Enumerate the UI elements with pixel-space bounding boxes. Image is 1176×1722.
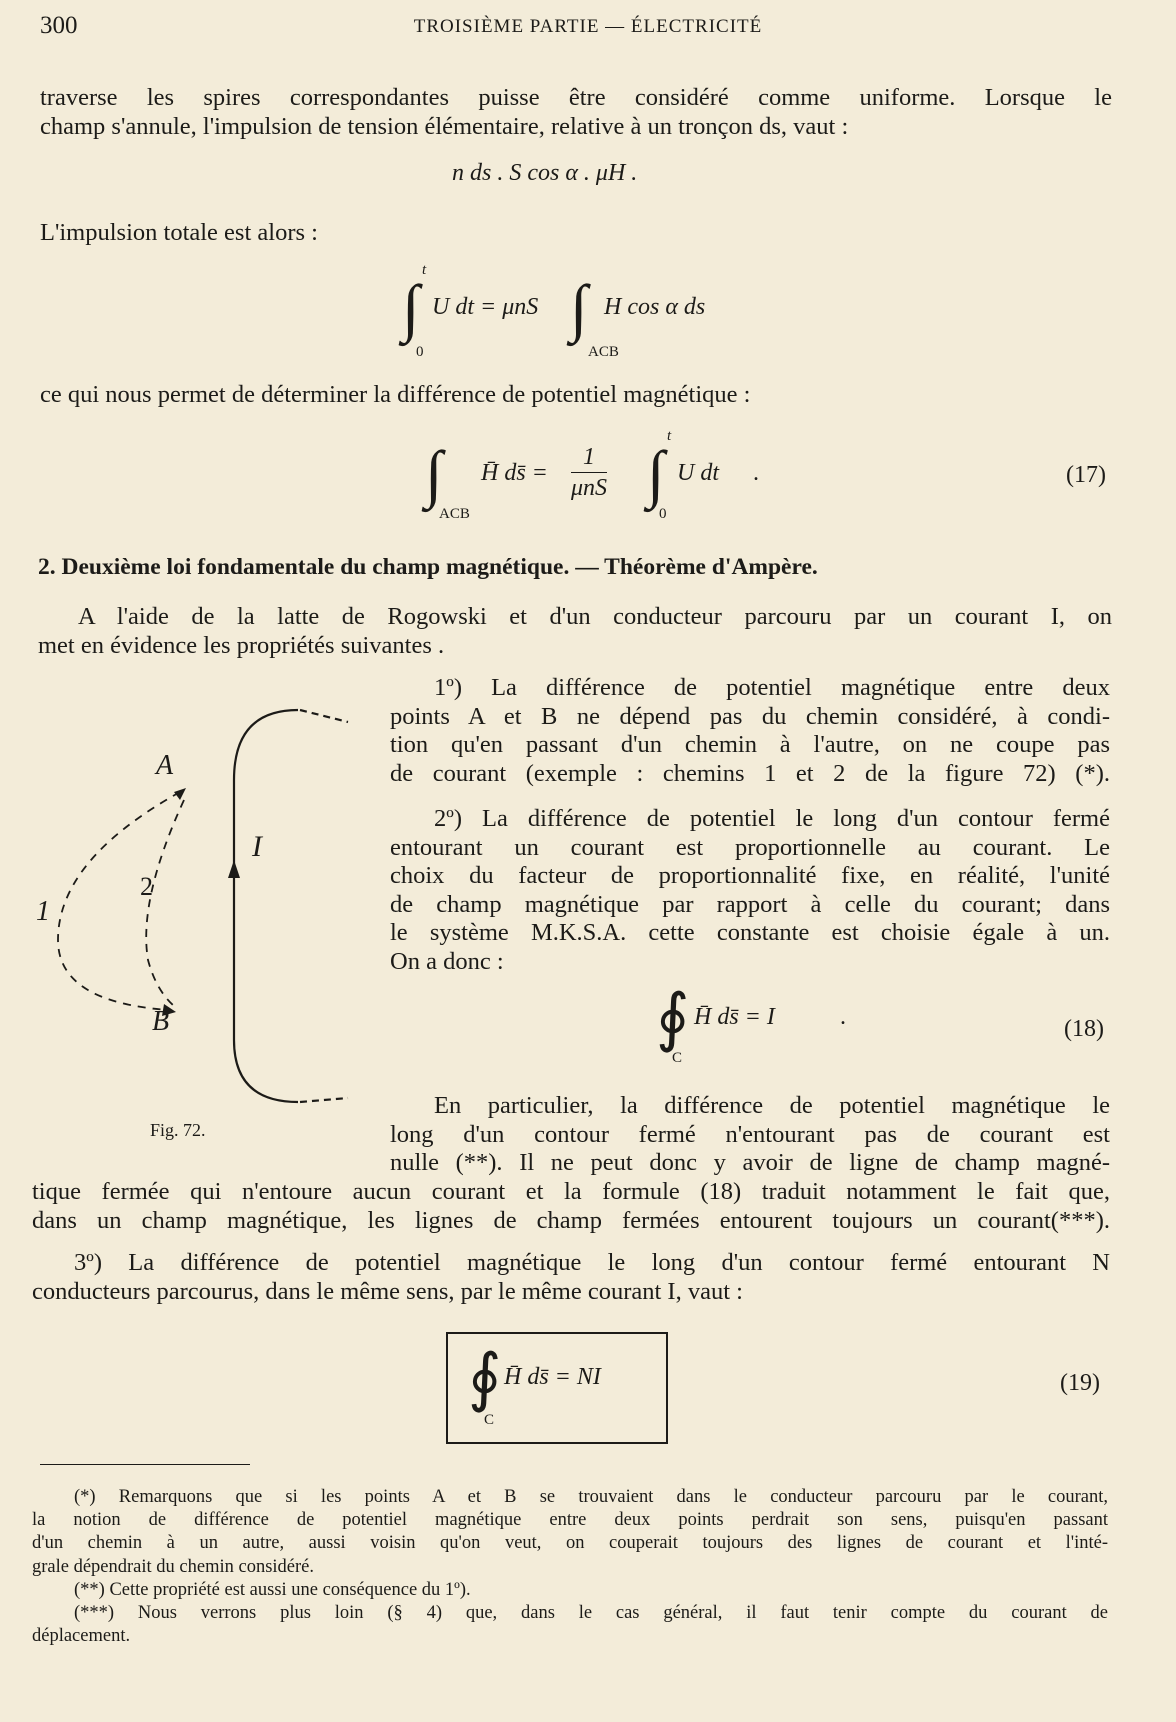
integral-sign: ∫ [425, 438, 443, 509]
footnote-line: la notion de différence de potentiel magnétique entre deux points perdrait son sens, puisqu'en passant [32, 1510, 1108, 1531]
footnote-separator [40, 1464, 250, 1465]
text-line: 3º) La différence de potentiel magnétique le long d'un contour fermé entourant N [74, 1249, 1110, 1276]
text-line: 1º) La différence de potentiel magnétique entre deux [434, 674, 1110, 701]
figure-caption: Fig. 72. [150, 1120, 206, 1140]
integral-lower-limit: 0 [659, 506, 667, 522]
paragraph-4 [38, 603, 1112, 660]
text-line: dans un champ magnétique, les lignes de champ fermées entourent toujours un courant(***). [32, 1206, 1110, 1234]
text-line: En particulier, la différence de potentiel magnétique le [434, 1092, 1110, 1119]
text-line: On a donc : [390, 947, 504, 975]
equation-number: (18) [1064, 1016, 1104, 1042]
conductor-top-dashes [300, 710, 348, 722]
fraction-denominator: μnS [571, 475, 608, 501]
conductor-top-curve [234, 710, 298, 780]
label-B: B [152, 1006, 170, 1037]
property-2 [390, 805, 1110, 977]
text-line: conducteurs parcourus, dans le même sens, par le même courant I, vaut : [32, 1277, 743, 1305]
text-line: nulle (**). Il ne peut donc y avoir de ligne de champ magné- [390, 1149, 1110, 1177]
equation-lhs: H̄ ds̄ = [481, 460, 548, 486]
conductor-bottom-curve [234, 1040, 298, 1102]
paragraph-5-top [390, 1092, 1110, 1178]
integral-sign: ∫ [402, 272, 420, 343]
text-line: 2º) La différence de potentiel le long d'un contour fermé [434, 805, 1110, 832]
paragraph-1 [40, 84, 1112, 141]
text-line: traverse les spires correspondantes puisse être considéré comme uniforme. Lorsque le [40, 84, 1112, 111]
integral-upper-limit: t [422, 262, 427, 278]
equation-rhs: H cos α ds [604, 294, 706, 320]
text-line: points A et B ne dépend pas du chemin considéré, à condi- [390, 702, 1110, 730]
path-1 [58, 792, 180, 1010]
equation-19-box [446, 1332, 668, 1444]
footnote-line: d'un chemin à un autre, aussi voisin qu'on veut, on couperait toujours des lignes de courant et l'inté- [32, 1533, 1108, 1554]
equation-lhs: U dt = μnS [432, 294, 539, 320]
text-line: de champ magnétique par rapport à celle du courant; dans [390, 890, 1110, 918]
label-I: I [252, 830, 262, 863]
paragraph-5-bottom [32, 1178, 1110, 1235]
footnote-line: (*) Remarquons que si les points A et B se trouvaient dans le conducteur parcouru par le courant, [74, 1487, 1108, 1507]
footnote-line: déplacement. [32, 1626, 131, 1647]
contour-integral-sign: ∮ [656, 982, 690, 1053]
page-number: 300 [40, 12, 78, 39]
footnote-line: (***) Nous verrons plus loin (§ 4) que, dans le cas général, il faut tenir compte du courant de [74, 1603, 1108, 1624]
text-line: met en évidence les propriétés suivantes . [38, 631, 445, 659]
footnote-line: grale dépendrait du chemin considéré. [32, 1556, 315, 1577]
equation-number: (17) [1066, 462, 1106, 488]
integral-lower-limit: C [484, 1412, 495, 1428]
text-line: A l'aide de la latte de Rogowski et d'un conducteur parcouru par un courant I, on [78, 603, 1112, 630]
label-path-1: 1 [36, 896, 50, 927]
equation-lhs: H̄ ds̄ = NI [504, 1364, 601, 1390]
property-1 [390, 674, 1110, 788]
text-line: le système M.K.S.A. cette constante est choisie égale à un. [390, 919, 1110, 947]
integral-upper-limit: t [667, 428, 672, 444]
text-line: tique fermée qui n'entoure aucun courant et la formule (18) traduit notamment le fait que, [32, 1178, 1110, 1205]
equation-dot: . [840, 1004, 846, 1030]
fraction [571, 442, 607, 503]
text-line: de courant (exemple : chemins 1 et 2 de la figure 72) (*). [390, 759, 1110, 787]
conductor-bottom-dashes [300, 1098, 348, 1102]
text-line: champ s'annule, l'impulsion de tension élémentaire, relative à un tronçon ds, vaut : [40, 112, 849, 140]
text-line: choix du facteur de proportionnalité fixe, en réalité, l'unité [390, 862, 1110, 890]
equation-elementary: n ds . S cos α . μH . [452, 160, 638, 186]
paragraph-3: ce qui nous permet de déterminer la différence de potentiel magnétique : [40, 381, 751, 408]
contour-integral-sign: ∮ [468, 1342, 502, 1413]
section-heading: 2. Deuxième loi fondamentale du champ magnétique. — Théorème d'Ampère. [38, 554, 818, 580]
paragraph-2: L'impulsion totale est alors : [40, 219, 318, 246]
label-A: A [156, 750, 174, 781]
running-title: TROISIÈME PARTIE — ÉLECTRICITÉ [413, 16, 763, 37]
equation-17 [425, 428, 825, 528]
figure-72 [28, 700, 368, 1140]
arrowhead-A [174, 788, 186, 800]
integral-sign: ∫ [570, 272, 588, 343]
equation-lhs: H̄ ds̄ = I [694, 1004, 775, 1030]
path-2 [146, 800, 184, 1006]
current-arrowhead [228, 860, 240, 878]
property-3 [32, 1249, 1110, 1306]
integral-lower-limit: ACB [439, 506, 470, 522]
footnotes [32, 1486, 1108, 1648]
label-path-2: 2 [140, 872, 153, 901]
integral-sign: ∫ [647, 438, 665, 509]
equation-total-impulse [402, 262, 762, 362]
equation-dot: . [753, 460, 759, 486]
integral-lower-limit: ACB [588, 344, 619, 360]
text-line: entourant un courant est proportionnelle au courant. Le [390, 833, 1110, 861]
text-line: tion qu'en passant d'un chemin à l'autre, on ne coupe pas [390, 731, 1110, 759]
integral-lower-limit: 0 [416, 344, 424, 360]
figure-diagram [28, 700, 368, 1140]
fraction-numerator: 1 [571, 442, 607, 473]
equation-rhs: U dt [677, 460, 719, 486]
text-line: long d'un contour fermé n'entourant pas de courant est [390, 1120, 1110, 1148]
integral-lower-limit: C [672, 1050, 683, 1066]
equation-18 [656, 982, 856, 1076]
equation-number: (19) [1060, 1370, 1100, 1396]
footnote-line: (**) Cette propriété est aussi une conséquence du 1º). [74, 1579, 471, 1600]
